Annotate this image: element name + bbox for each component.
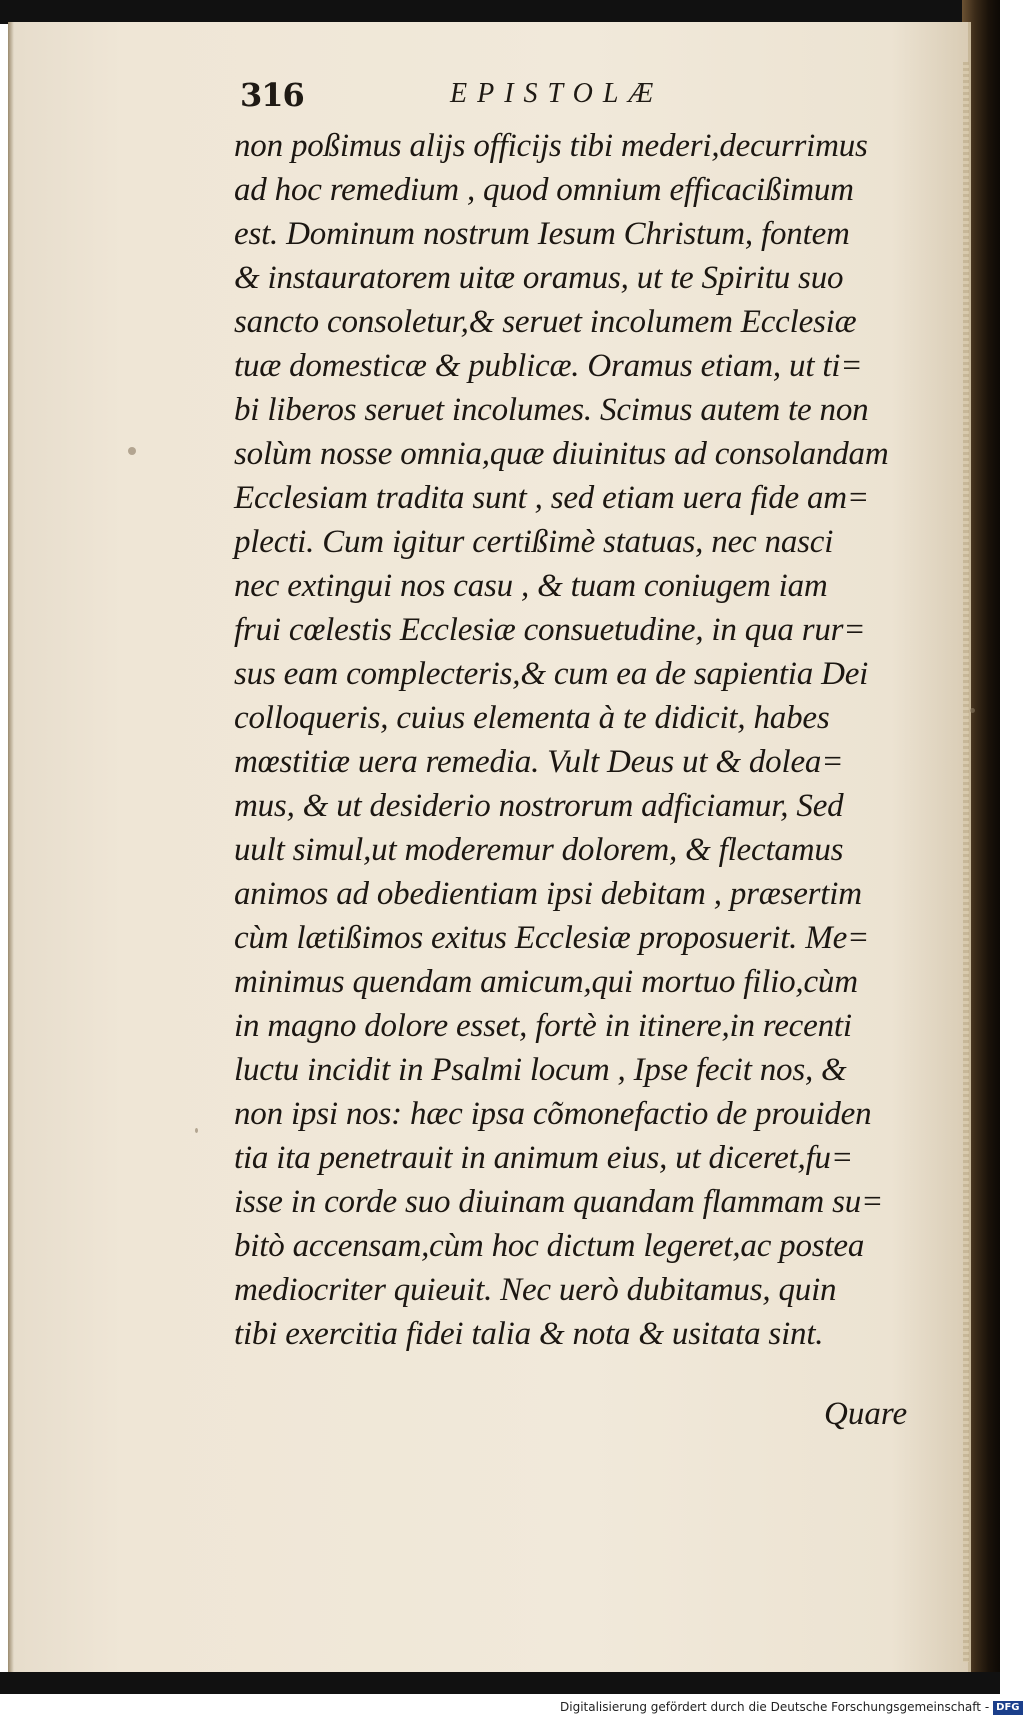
scan-top-border <box>0 0 1000 24</box>
text-line: colloqueris, cuius elementa à te didicit, habes <box>234 700 830 736</box>
text-line: est. Dominum nostrum Iesum Christum, fontem <box>234 216 850 252</box>
page-header <box>240 76 940 122</box>
text-line: mediocriter quieuit. Nec uerò dubitamus, quin <box>234 1272 837 1308</box>
text-line: Ecclesiam tradita sunt , sed etiam uera fide am= <box>234 480 869 516</box>
catchword: Quare <box>824 1396 908 1432</box>
text-line: in magno dolore esset, fortè in itinere,in recenti <box>234 1008 852 1044</box>
text-line: non ipsi nos: hæc ipsa cõmonefactio de prouiden <box>234 1096 872 1132</box>
page-number: 316 <box>240 76 304 114</box>
text-line: animos ad obedientiam ipsi debitam , præsertim <box>234 876 862 912</box>
paper-blemish <box>970 708 975 713</box>
text-line: tia ita penetrauit in animum eius, ut diceret,fu= <box>234 1140 853 1176</box>
text-line: mœstitiæ uera remedia. Vult Deus ut & dolea= <box>234 744 844 780</box>
text-line: sus eam complecteris,& cum ea de sapientia Dei <box>234 656 869 692</box>
text-line: ad hoc remedium , quod omnium efficacißimum <box>234 172 854 208</box>
digitization-credit <box>560 1700 1020 1715</box>
credit-text: Digitalisierung gefördert durch die Deutsche Forschungsgemeinschaft - <box>560 1700 990 1714</box>
text-line: isse in corde suo diuinam quandam flammam su= <box>234 1184 884 1220</box>
text-line: minimus quendam amicum,qui mortuo filio,cùm <box>234 964 858 1000</box>
text-line: bitò accensam,cùm hoc dictum legeret,ac postea <box>234 1228 865 1264</box>
dfg-logo-icon: DFG <box>993 1701 1022 1715</box>
text-line: frui cœlestis Ecclesiæ consuetudine, in qua rur= <box>234 612 866 648</box>
body-text <box>234 124 934 1356</box>
paper-blemish <box>195 1128 198 1133</box>
text-line: nec extingui nos casu , & tuam coniugem iam <box>234 568 828 604</box>
text-line: sancto consoletur,& seruet incolumem Ecclesiæ <box>234 304 857 340</box>
text-line: & instauratorem uitæ oramus, ut te Spiritu suo <box>234 260 844 296</box>
running-head: EPISTOLÆ <box>450 78 664 109</box>
text-line: uult simul,ut moderemur dolorem, & flectamus <box>234 832 844 868</box>
text-line: cùm lætißimos exitus Ecclesiæ proposuerit. Me= <box>234 920 870 956</box>
paper-blemish <box>128 447 136 455</box>
text-line: plecti. Cum igitur certißimè statuas, nec nasci <box>234 524 834 560</box>
text-line: tuæ domesticæ & publicæ. Oramus etiam, ut ti= <box>234 348 863 384</box>
text-line: non poßimus alijs officijs tibi mederi,decurrimus <box>234 128 868 164</box>
text-line: mus, & ut desiderio nostrorum adficiamur, Sed <box>234 788 844 824</box>
text-line: solùm nosse omnia,quæ diuinitus ad consolandam <box>234 436 889 472</box>
text-line: bi liberos seruet incolumes. Scimus autem te non <box>234 392 869 428</box>
page-edge-texture <box>963 62 969 1662</box>
text-line: luctu incidit in Psalmi locum , Ipse fecit nos, & <box>234 1052 847 1088</box>
text-line: tibi exercitia fidei talia & nota & usitata sint. <box>234 1316 824 1352</box>
scan-bottom-border <box>0 1672 1000 1694</box>
